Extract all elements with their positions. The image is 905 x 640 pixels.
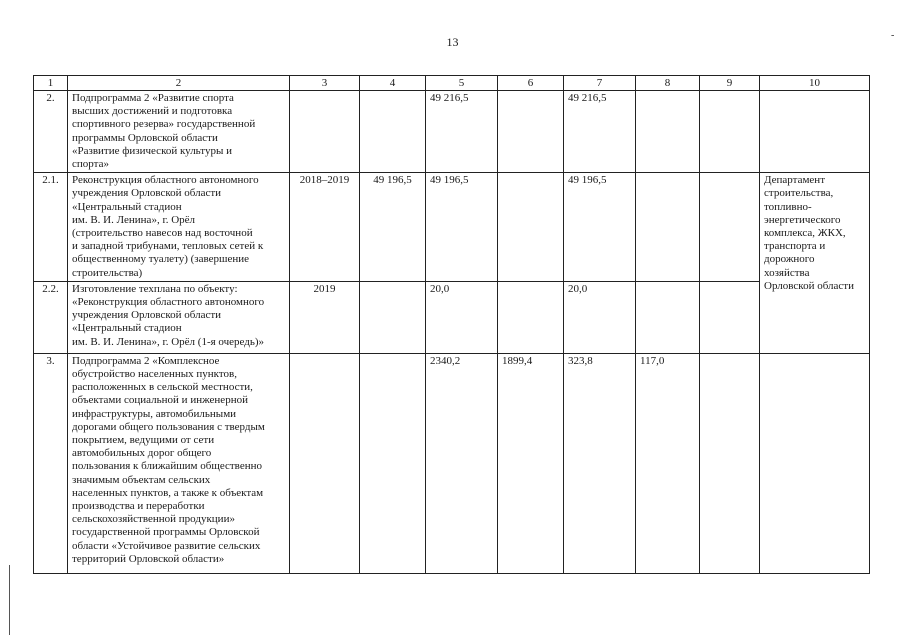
name-line: Подпрограмма 2 «Комплексное [72, 354, 220, 367]
table-row [34, 353, 870, 573]
cell-col6 [498, 91, 564, 173]
name-line: пользования к ближайшим общественно [72, 460, 262, 473]
name-line: области «Устойчивое развитие сельских [72, 539, 261, 552]
cell-col9 [700, 281, 760, 353]
cell-period [290, 91, 360, 173]
name-line: обустройство населенных пунктов, [72, 368, 237, 381]
table-row [34, 173, 870, 282]
name-line: высших достижений и подготовка [72, 105, 233, 118]
name-line: расположенных в сельской местности, [72, 381, 253, 394]
cell-col10 [760, 353, 870, 573]
name-line: государственной программы Орловской [72, 526, 260, 539]
cell-col4 [360, 281, 426, 353]
row-number: 2.2. [34, 281, 68, 353]
dept-line: хозяйства [764, 266, 810, 279]
name-line: значимым объектам сельских [72, 473, 211, 486]
cell-col7: 323,8 [564, 353, 636, 573]
name-line: «Развитие физической культуры и [72, 144, 232, 157]
name-line: автомобильных дорог общего [72, 447, 212, 460]
name-line: и западной трибунами, тепловых сетей к [72, 240, 264, 253]
cell-period [290, 353, 360, 573]
cell-col4 [360, 91, 426, 173]
name-line: дорогами общего пользования с твердым [72, 420, 265, 433]
cell-col6 [498, 173, 564, 282]
name-line: программы Орловской области [72, 131, 218, 144]
header-cell: 2 [68, 76, 290, 91]
name-line: производства и переработки [72, 500, 205, 513]
cell-col6 [498, 281, 564, 353]
cell-col9 [700, 173, 760, 282]
name-line: строительства) [72, 266, 143, 279]
corner-mark: - [891, 30, 895, 41]
name-line: учреждения Орловской области [72, 309, 222, 322]
cell-col6: 1899,4 [498, 353, 564, 573]
row-name [68, 173, 290, 282]
header-cell: 7 [564, 76, 636, 91]
page-number: 13 [446, 35, 459, 49]
dept-line: комплекса, ЖКХ, [764, 227, 846, 240]
row-name [68, 281, 290, 353]
name-line: общественному туалету) (завершение [72, 253, 250, 266]
dept-line: топливно- [764, 200, 812, 213]
cell-responsible-dept [760, 173, 870, 354]
name-line: Реконструкция областного автономного [72, 174, 259, 187]
name-line: «Реконструкция областного автономного [72, 296, 265, 309]
name-line: (строительство навесов над восточной [72, 227, 253, 240]
name-line: Подпрограмма 2 «Развитие спорта [72, 92, 234, 104]
name-line: «Центральный стадион [72, 200, 182, 213]
cell-total: 49 196,5 [426, 173, 498, 282]
name-line: сельскохозяйственной продукции» [72, 513, 235, 526]
table-row [34, 91, 870, 173]
header-cell: 10 [760, 76, 870, 91]
header-cell: 9 [700, 76, 760, 91]
cell-period: 2018–2019 [290, 173, 360, 282]
cell-period: 2019 [290, 281, 360, 353]
cell-col7: 20,0 [564, 281, 636, 353]
row-number: 2. [34, 91, 68, 173]
cell-col8 [636, 91, 700, 173]
name-line: покрытием, ведущими от сети [72, 434, 215, 447]
cell-col7: 49 196,5 [564, 173, 636, 282]
name-line: спорта» [72, 158, 109, 171]
cell-total: 49 216,5 [426, 91, 498, 173]
name-line: учреждения Орловской области [72, 187, 222, 200]
row-number: 3. [34, 353, 68, 573]
name-line: инфраструктуры, автомобильными [72, 407, 237, 420]
dept-line: дорожного [764, 253, 815, 266]
header-cell: 4 [360, 76, 426, 91]
name-line: территорий Орловской области» [72, 552, 225, 565]
dept-line: транспорта и [764, 240, 826, 253]
cell-col4: 49 196,5 [360, 173, 426, 282]
program-table [33, 75, 870, 574]
cell-col4 [360, 353, 426, 573]
header-cell: 8 [636, 76, 700, 91]
cell-col9 [700, 91, 760, 173]
cell-col8 [636, 173, 700, 282]
dept-line: энергетического [764, 213, 841, 226]
table-row [34, 281, 870, 353]
row-name [68, 91, 290, 173]
cell-total: 20,0 [426, 281, 498, 353]
row-number: 2.1. [34, 173, 68, 282]
name-line: населенных пунктов, а также к объектам [72, 486, 264, 499]
name-line: им. В. И. Ленина», г. Орёл (1-я очередь)» [72, 335, 265, 348]
table-header-row [34, 76, 870, 91]
name-line: спортивного резерва» государственной [72, 118, 256, 131]
header-cell: 6 [498, 76, 564, 91]
header-cell: 5 [426, 76, 498, 91]
cell-col7: 49 216,5 [564, 91, 636, 173]
name-line: объектами социальной и инженерной [72, 394, 248, 407]
name-line: «Центральный стадион [72, 322, 182, 335]
dept-line: Департамент [764, 174, 826, 187]
name-line: Изготовление техплана по объекту: [72, 282, 238, 295]
header-cell: 1 [34, 76, 68, 91]
cell-col8 [636, 281, 700, 353]
name-line: им. В. И. Ленина», г. Орёл [72, 213, 196, 226]
dept-line: Орловской области [764, 279, 854, 292]
cell-col9 [700, 353, 760, 573]
cell-dept-empty [760, 91, 870, 173]
row-name [68, 353, 290, 573]
margin-rule [9, 565, 10, 635]
cell-total: 2340,2 [426, 353, 498, 573]
cell-col8: 117,0 [636, 353, 700, 573]
dept-line: строительства, [764, 187, 834, 200]
header-cell: 3 [290, 76, 360, 91]
